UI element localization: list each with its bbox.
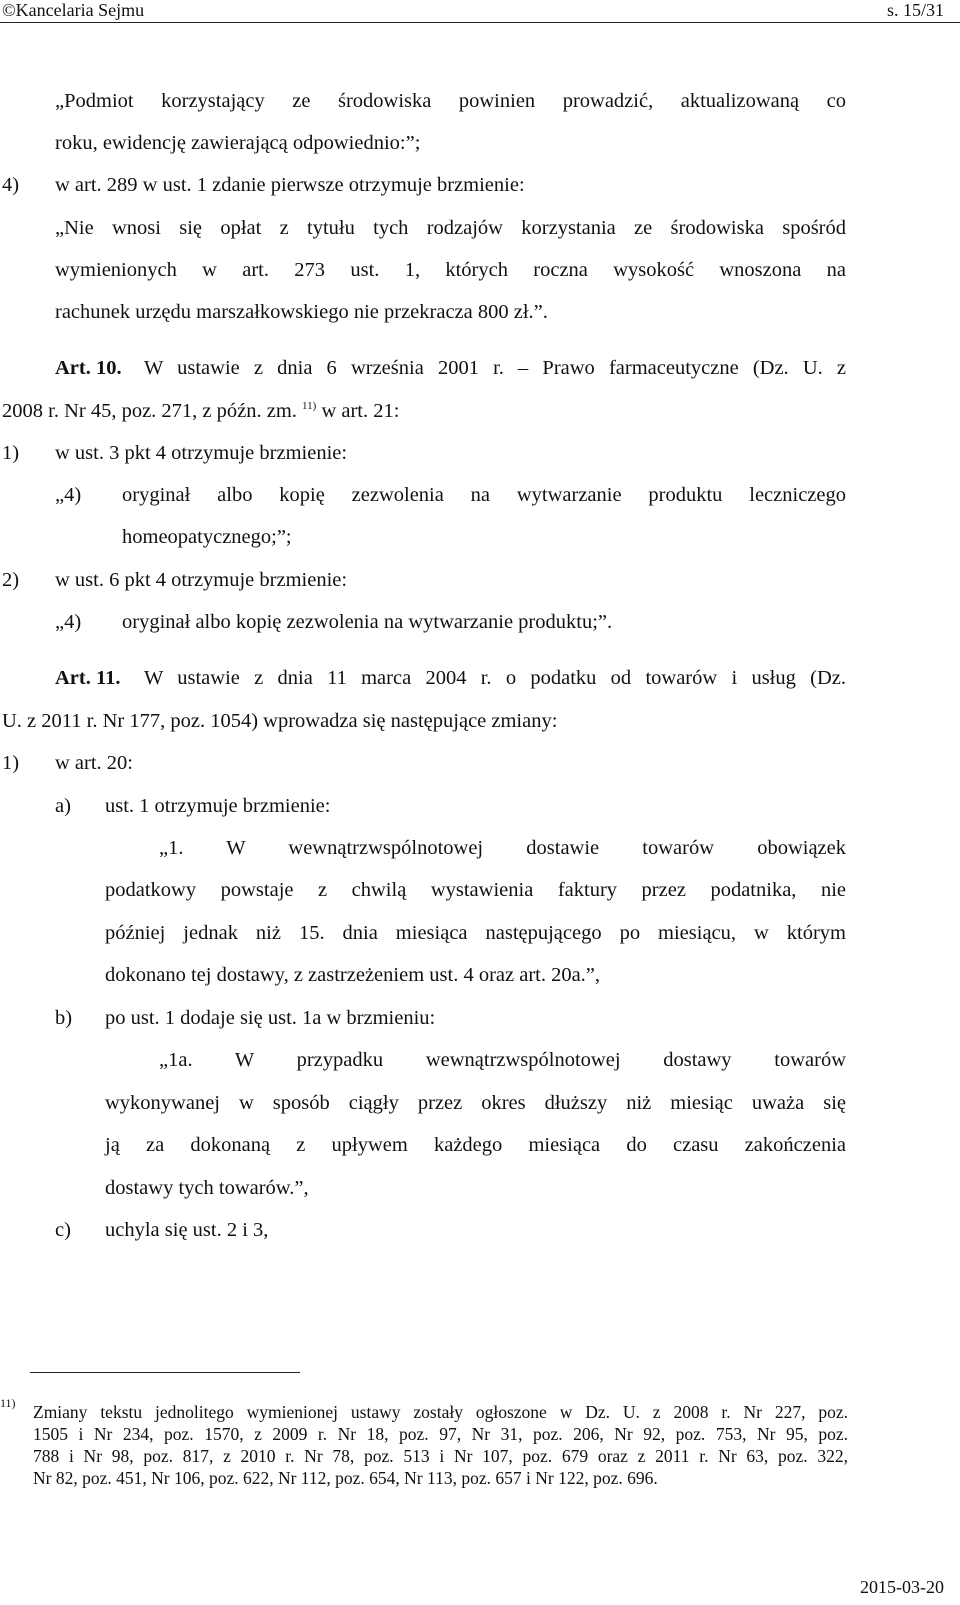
quote-line: dokonano tej dostawy, z zastrzeżeniem ust. 4 oraz art. 20a.”, bbox=[105, 964, 601, 986]
footnote-line: Nr 82, poz. 451, Nr 106, poz. 622, Nr 112, poz. 654, Nr 113, poz. 657 i Nr 122, poz. 696. bbox=[33, 1468, 658, 1488]
footnote-number: 11) bbox=[0, 1396, 16, 1410]
quote-line: „1a. W przypadku wewnątrzwspólnotowej dostawy towarów bbox=[159, 1049, 846, 1071]
item-letter: c) bbox=[55, 1219, 71, 1241]
text-line: homeopatycznego;”; bbox=[122, 526, 292, 548]
footnote-separator bbox=[30, 1372, 300, 1373]
quote-line: podatkowy powstaje z chwilą wystawienia faktury przez podatnika, nie bbox=[105, 879, 846, 901]
item-letter: a) bbox=[55, 795, 71, 817]
item-number: 4) bbox=[2, 174, 20, 196]
quote-line: później jednak niż 15. dnia miesiąca następującego po miesiącu, w którym bbox=[105, 922, 846, 944]
text-line: 2008 r. Nr 45, poz. 271, z późn. zm. $^{11)}$ w art. 21: bbox=[2, 400, 400, 422]
item-letter: b) bbox=[55, 1007, 73, 1029]
footnote-line: 788 i Nr 98, poz. 817, z 2010 r. Nr 78, poz. 513 i Nr 107, poz. 679 oraz z 2011 r. Nr 63, poz. 322, bbox=[33, 1446, 848, 1466]
item-text: w art. 20: bbox=[55, 752, 133, 774]
quote-line: ją za dokonaną z upływem każdego miesiąca do czasu zakończenia bbox=[105, 1134, 846, 1156]
article-label: Art. 11. bbox=[55, 667, 121, 689]
item-number: 2) bbox=[2, 569, 20, 591]
quote-line: dostawy tych towarów.”, bbox=[105, 1177, 309, 1199]
item-text: w ust. 3 pkt 4 otrzymuje brzmienie: bbox=[55, 442, 348, 464]
article-text: W ustawie z dnia 11 marca 2004 r. o podatku od towarów i usług (Dz. bbox=[144, 667, 846, 689]
item-text: ust. 1 otrzymuje brzmienie: bbox=[105, 795, 331, 817]
text-line: „Podmiot korzystający ze środowiska powinien prowadzić, aktualizowaną co bbox=[55, 90, 846, 112]
item-number: 1) bbox=[2, 442, 20, 464]
item-text: oryginał albo kopię zezwolenia na wytwarzanie produktu leczniczego bbox=[122, 484, 846, 506]
footnote-line: 1505 i Nr 234, poz. 1570, z 2009 r. Nr 18, poz. 97, Nr 31, poz. 206, Nr 92, poz. 753, Nr 95, poz. bbox=[33, 1424, 848, 1444]
copyright-label: ©Kancelaria Sejmu bbox=[2, 0, 145, 20]
text-line: U. z 2011 r. Nr 177, poz. 1054) wprowadza się następujące zmiany: bbox=[2, 710, 558, 732]
item-text: po ust. 1 dodaje się ust. 1a w brzmieniu: bbox=[105, 1007, 436, 1029]
footnote-ref[interactable]: 11) bbox=[302, 400, 317, 413]
article-label: Art. 10. bbox=[55, 357, 122, 379]
text-line: roku, ewidencję zawierającą odpowiednio:”; bbox=[55, 132, 421, 154]
item-number: 1) bbox=[2, 752, 20, 774]
item-text: w ust. 6 pkt 4 otrzymuje brzmienie: bbox=[55, 569, 348, 591]
quote-line: „1. W wewnątrzwspólnotowej dostawie towarów obowiązek bbox=[159, 837, 846, 859]
text-line: „Nie wnosi się opłat z tytułu tych rodzajów korzystania ze środowiska spośród bbox=[55, 217, 846, 239]
item-text: oryginał albo kopię zezwolenia na wytwarzanie produktu;”. bbox=[122, 611, 613, 633]
text-line: wymienionych w art. 273 ust. 1, których roczna wysokość wnoszona na bbox=[55, 259, 846, 281]
page-number: s. 15/31 bbox=[886, 0, 944, 20]
quote-line: wykonywanej w sposób ciągły przez okres dłuższy niż miesiąc uważa się bbox=[105, 1092, 846, 1114]
page-header bbox=[0, 0, 960, 23]
text-line: rachunek urzędu marszałkowskiego nie przekracza 800 zł.”. bbox=[55, 301, 548, 323]
document-date: 2015-03-20 bbox=[860, 1577, 944, 1597]
article-text: W ustawie z dnia 6 września 2001 r. – Prawo farmaceutyczne (Dz. U. z bbox=[144, 357, 846, 379]
item-number: „4) bbox=[55, 484, 82, 506]
item-number: „4) bbox=[55, 611, 82, 633]
footnote-line: Zmiany tekstu jednolitego wymienionej ustawy zostały ogłoszone w Dz. U. z 2008 r. Nr 227, poz. bbox=[33, 1402, 848, 1422]
item-text: w art. 289 w ust. 1 zdanie pierwsze otrzymuje brzmienie: bbox=[55, 174, 525, 196]
item-text: uchyla się ust. 2 i 3, bbox=[105, 1219, 269, 1241]
